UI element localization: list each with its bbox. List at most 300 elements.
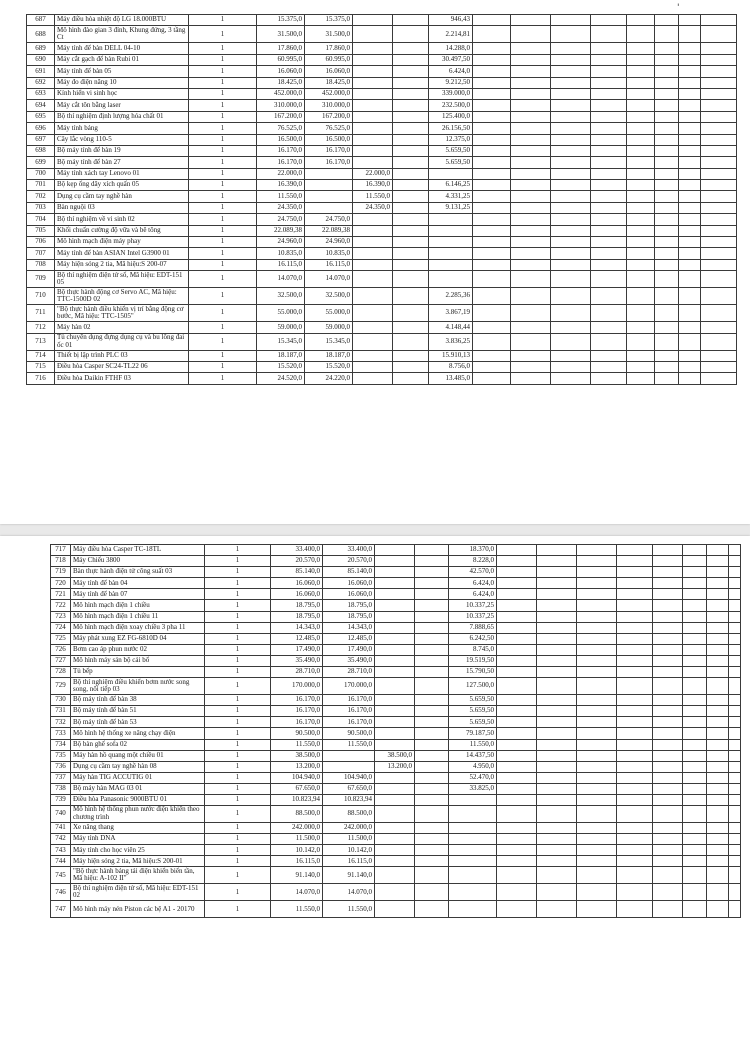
empty-cell	[511, 100, 551, 111]
extra-value	[393, 248, 429, 259]
extra-value	[415, 655, 449, 666]
remaining-value: 5.659,50	[449, 717, 497, 728]
row-number: 729	[51, 678, 71, 695]
empty-cell	[655, 259, 679, 270]
empty-cell	[473, 214, 511, 225]
asset-name: Bộ thí nghiệm về vi sinh 02	[55, 214, 189, 225]
empty-cell	[497, 806, 537, 823]
empty-cell	[577, 655, 617, 666]
extra-value	[415, 834, 449, 845]
empty-cell	[679, 15, 701, 26]
table-row	[27, 259, 737, 270]
empty-cell	[655, 100, 679, 111]
asset-value: 60.995,0	[305, 54, 353, 65]
row-number: 716	[27, 373, 55, 384]
row-number: 688	[27, 26, 55, 43]
asset-name: Bộ máy tính để bàn 19	[55, 145, 189, 156]
other-value	[375, 772, 415, 783]
empty-cell	[551, 77, 591, 88]
empty-cell	[729, 728, 741, 739]
original-cost: 28.710,0	[271, 667, 323, 678]
empty-cell	[473, 180, 511, 191]
other-value	[353, 259, 393, 270]
remaining-value	[429, 237, 473, 248]
empty-cell	[497, 728, 537, 739]
empty-cell	[729, 578, 741, 589]
row-number: 747	[51, 901, 71, 918]
table-row	[27, 15, 737, 26]
extra-value	[415, 556, 449, 567]
empty-cell	[729, 794, 741, 805]
asset-name: Mô hình mạch điện 1 chiều	[71, 600, 205, 611]
empty-cell	[577, 806, 617, 823]
empty-cell	[577, 589, 617, 600]
original-cost: 16.060,0	[257, 66, 305, 77]
empty-cell	[707, 611, 729, 622]
empty-cell	[617, 834, 653, 845]
empty-cell	[577, 834, 617, 845]
quantity: 1	[205, 578, 271, 589]
remaining-value: 14.437,50	[449, 750, 497, 761]
empty-cell	[707, 867, 729, 884]
quantity: 1	[205, 695, 271, 706]
remaining-value	[449, 794, 497, 805]
empty-cell	[551, 145, 591, 156]
asset-name: Máy tính để bàn ASIAN Intel G3900 01	[55, 248, 189, 259]
empty-cell	[497, 678, 537, 695]
quantity: 1	[189, 288, 257, 305]
empty-cell	[701, 157, 737, 168]
empty-cell	[617, 750, 653, 761]
empty-cell	[679, 305, 701, 322]
empty-cell	[683, 578, 707, 589]
empty-cell	[591, 214, 627, 225]
empty-cell	[627, 350, 655, 361]
empty-cell	[729, 678, 741, 695]
row-number: 696	[27, 123, 55, 134]
asset-value: 55.000,0	[305, 305, 353, 322]
empty-cell	[701, 123, 737, 134]
asset-name: Bộ thí nghiệm định lượng hóa chất 01	[55, 111, 189, 122]
empty-cell	[655, 123, 679, 134]
table-row	[27, 66, 737, 77]
empty-cell	[591, 111, 627, 122]
empty-cell	[701, 237, 737, 248]
empty-cell	[655, 15, 679, 26]
row-number: 712	[27, 322, 55, 333]
empty-cell	[617, 739, 653, 750]
empty-cell	[627, 202, 655, 213]
empty-cell	[683, 706, 707, 717]
empty-cell	[655, 145, 679, 156]
empty-cell	[683, 545, 707, 556]
empty-cell	[729, 884, 741, 901]
empty-cell	[627, 134, 655, 145]
row-number: 723	[51, 611, 71, 622]
empty-cell	[653, 783, 683, 794]
quantity: 1	[189, 271, 257, 288]
row-number: 695	[27, 111, 55, 122]
remaining-value: 4.950,0	[449, 761, 497, 772]
empty-cell	[497, 901, 537, 918]
table-row	[51, 806, 741, 823]
asset-name: "Bộ thực hành bảng tái điện khiển biến tần, Mã hiệu: A-102 II"	[71, 867, 205, 884]
remaining-value: 15.910,13	[429, 350, 473, 361]
asset-value: 15.520,0	[305, 361, 353, 372]
empty-cell	[591, 202, 627, 213]
extra-value	[415, 545, 449, 556]
extra-value	[415, 578, 449, 589]
row-number: 724	[51, 622, 71, 633]
quantity: 1	[189, 214, 257, 225]
table-row	[51, 901, 741, 918]
empty-cell	[617, 611, 653, 622]
empty-cell	[497, 761, 537, 772]
extra-value	[393, 361, 429, 372]
asset-name: Máy đo điện năng 10	[55, 77, 189, 88]
extra-value	[393, 66, 429, 77]
empty-cell	[707, 728, 729, 739]
asset-value: 16.115,0	[323, 856, 375, 867]
row-number: 697	[27, 134, 55, 145]
asset-name: Tủ bếp	[71, 667, 205, 678]
row-number: 704	[27, 214, 55, 225]
empty-cell	[653, 611, 683, 622]
empty-cell	[577, 856, 617, 867]
extra-value	[393, 26, 429, 43]
row-number: 708	[27, 259, 55, 270]
empty-cell	[653, 834, 683, 845]
empty-cell	[707, 589, 729, 600]
empty-cell	[729, 706, 741, 717]
quantity: 1	[189, 350, 257, 361]
asset-value	[305, 180, 353, 191]
asset-name: Kính hiển vi sinh học	[55, 88, 189, 99]
extra-value	[415, 867, 449, 884]
empty-cell	[707, 761, 729, 772]
empty-cell	[551, 15, 591, 26]
asset-value	[323, 761, 375, 772]
table-row	[51, 667, 741, 678]
table-row	[51, 633, 741, 644]
table-row	[51, 589, 741, 600]
row-number: 713	[27, 333, 55, 350]
empty-cell	[551, 271, 591, 288]
other-value	[375, 867, 415, 884]
empty-cell	[497, 834, 537, 845]
table-row	[27, 305, 737, 322]
empty-cell	[617, 600, 653, 611]
empty-cell	[577, 750, 617, 761]
empty-cell	[655, 361, 679, 372]
original-cost: 16.170,0	[271, 706, 323, 717]
original-cost: 11.500,0	[271, 834, 323, 845]
remaining-value: 8.228,0	[449, 556, 497, 567]
empty-cell	[627, 214, 655, 225]
row-number: 743	[51, 845, 71, 856]
empty-cell	[655, 88, 679, 99]
empty-cell	[617, 794, 653, 805]
extra-value	[415, 633, 449, 644]
original-cost: 60.995,0	[257, 54, 305, 65]
empty-cell	[537, 678, 577, 695]
empty-cell	[551, 26, 591, 43]
empty-cell	[511, 66, 551, 77]
quantity: 1	[189, 305, 257, 322]
empty-cell	[617, 545, 653, 556]
empty-cell	[653, 794, 683, 805]
asset-value: 16.170,0	[323, 717, 375, 728]
row-number: 710	[27, 288, 55, 305]
empty-cell	[701, 43, 737, 54]
empty-cell	[679, 202, 701, 213]
empty-cell	[679, 168, 701, 179]
empty-cell	[679, 373, 701, 384]
empty-cell	[537, 567, 577, 578]
row-number: 718	[51, 556, 71, 567]
quantity: 1	[205, 545, 271, 556]
empty-cell	[707, 667, 729, 678]
empty-cell	[653, 644, 683, 655]
empty-cell	[551, 361, 591, 372]
empty-cell	[627, 333, 655, 350]
empty-cell	[679, 157, 701, 168]
empty-cell	[577, 667, 617, 678]
empty-cell	[537, 823, 577, 834]
empty-cell	[537, 856, 577, 867]
empty-cell	[511, 248, 551, 259]
empty-cell	[537, 622, 577, 633]
empty-cell	[473, 322, 511, 333]
empty-cell	[729, 644, 741, 655]
empty-cell	[627, 259, 655, 270]
row-number: 690	[27, 54, 55, 65]
empty-cell	[627, 271, 655, 288]
original-cost: 33.400,0	[271, 545, 323, 556]
empty-cell	[591, 180, 627, 191]
empty-cell	[701, 191, 737, 202]
other-value	[375, 545, 415, 556]
empty-cell	[511, 180, 551, 191]
empty-cell	[653, 867, 683, 884]
empty-cell	[683, 901, 707, 918]
empty-cell	[729, 856, 741, 867]
other-value: 11.550,0	[353, 191, 393, 202]
empty-cell	[473, 333, 511, 350]
table-row	[27, 157, 737, 168]
empty-cell	[707, 901, 729, 918]
asset-name: Máy Chiếu 3800	[71, 556, 205, 567]
empty-cell	[655, 288, 679, 305]
original-cost: 24.960,0	[257, 237, 305, 248]
asset-value	[323, 750, 375, 761]
empty-cell	[701, 100, 737, 111]
empty-cell	[591, 361, 627, 372]
remaining-value: 5.659,50	[449, 706, 497, 717]
empty-cell	[497, 867, 537, 884]
row-number: 705	[27, 225, 55, 236]
extra-value	[393, 259, 429, 270]
empty-cell	[707, 622, 729, 633]
empty-cell	[655, 191, 679, 202]
empty-cell	[511, 123, 551, 134]
empty-cell	[577, 644, 617, 655]
extra-value	[393, 350, 429, 361]
empty-cell	[537, 901, 577, 918]
other-value: 16.390,0	[353, 180, 393, 191]
quantity: 1	[189, 322, 257, 333]
row-number: 689	[27, 43, 55, 54]
empty-cell	[537, 806, 577, 823]
other-value	[375, 567, 415, 578]
row-number: 741	[51, 823, 71, 834]
empty-cell	[683, 678, 707, 695]
original-cost: 17.490,0	[271, 644, 323, 655]
empty-cell	[701, 248, 737, 259]
asset-name: Máy hàn hồ quang một chiều 01	[71, 750, 205, 761]
extra-value	[393, 373, 429, 384]
empty-cell	[473, 43, 511, 54]
extra-value	[393, 202, 429, 213]
asset-value: 14.070,0	[305, 271, 353, 288]
empty-cell	[473, 259, 511, 270]
extra-value	[415, 717, 449, 728]
extra-value	[415, 706, 449, 717]
quantity: 1	[205, 717, 271, 728]
empty-cell	[655, 350, 679, 361]
asset-name: Điều hòa Panasonic 9000BTU 01	[71, 794, 205, 805]
asset-name: Bộ máy tính để bàn 51	[71, 706, 205, 717]
quantity: 1	[205, 783, 271, 794]
asset-value: 67.650,0	[323, 783, 375, 794]
asset-value: 16.060,0	[305, 66, 353, 77]
remaining-value: 6.424,0	[449, 578, 497, 589]
empty-cell	[683, 728, 707, 739]
table-row	[51, 794, 741, 805]
table-row	[27, 77, 737, 88]
original-cost: 16.390,0	[257, 180, 305, 191]
empty-cell	[679, 88, 701, 99]
empty-cell	[707, 706, 729, 717]
remaining-value: 946,43	[429, 15, 473, 26]
extra-value	[415, 739, 449, 750]
empty-cell	[591, 145, 627, 156]
empty-cell	[591, 123, 627, 134]
empty-cell	[655, 180, 679, 191]
empty-cell	[627, 43, 655, 54]
empty-cell	[701, 145, 737, 156]
quantity: 1	[189, 259, 257, 270]
quantity: 1	[189, 43, 257, 54]
other-value	[375, 667, 415, 678]
empty-cell	[511, 361, 551, 372]
empty-cell	[627, 168, 655, 179]
asset-name: Mô hình hệ thống phun nước điện khiển theo chương trình	[71, 806, 205, 823]
empty-cell	[551, 288, 591, 305]
original-cost: 170.000,0	[271, 678, 323, 695]
empty-cell	[707, 845, 729, 856]
asset-name: Mô hình đào gian 3 đỉnh, Khung đứng, 3 tầng Ct	[55, 26, 189, 43]
quantity: 1	[189, 373, 257, 384]
empty-cell	[617, 901, 653, 918]
empty-cell	[497, 695, 537, 706]
other-value	[375, 783, 415, 794]
empty-cell	[655, 43, 679, 54]
remaining-value: 3.836,25	[429, 333, 473, 350]
table-row	[51, 678, 741, 695]
empty-cell	[591, 237, 627, 248]
empty-cell	[679, 180, 701, 191]
empty-cell	[591, 271, 627, 288]
asset-value: 18.795,0	[323, 600, 375, 611]
other-value	[353, 123, 393, 134]
row-number: 687	[27, 15, 55, 26]
original-cost: 38.500,0	[271, 750, 323, 761]
empty-cell	[551, 88, 591, 99]
other-value	[353, 225, 393, 236]
quantity: 1	[205, 884, 271, 901]
asset-value: 18.425,0	[305, 77, 353, 88]
extra-value	[415, 856, 449, 867]
empty-cell	[577, 600, 617, 611]
empty-cell	[511, 134, 551, 145]
row-number: 715	[27, 361, 55, 372]
asset-name: Bộ thí nghiệm điện tử số, Mã hiệu: EDT-151 02	[71, 884, 205, 901]
extra-value	[415, 750, 449, 761]
other-value: 24.350,0	[353, 202, 393, 213]
other-value	[353, 134, 393, 145]
other-value	[353, 54, 393, 65]
empty-cell	[511, 54, 551, 65]
quantity: 1	[205, 706, 271, 717]
original-cost: 76.525,0	[257, 123, 305, 134]
remaining-value	[429, 259, 473, 270]
empty-cell	[679, 54, 701, 65]
empty-cell	[653, 845, 683, 856]
empty-cell	[707, 750, 729, 761]
empty-cell	[497, 589, 537, 600]
empty-cell	[473, 237, 511, 248]
original-cost: 31.500,0	[257, 26, 305, 43]
quantity: 1	[189, 66, 257, 77]
empty-cell	[683, 783, 707, 794]
original-cost: 242.000,0	[271, 823, 323, 834]
quantity: 1	[189, 191, 257, 202]
remaining-value: 9.212,50	[429, 77, 473, 88]
empty-cell	[473, 191, 511, 202]
other-value	[375, 600, 415, 611]
other-value	[353, 145, 393, 156]
asset-value: 104.940,0	[323, 772, 375, 783]
quantity: 1	[205, 901, 271, 918]
row-number: 745	[51, 867, 71, 884]
empty-cell	[679, 134, 701, 145]
empty-cell	[617, 867, 653, 884]
asset-value: 33.400,0	[323, 545, 375, 556]
row-number: 707	[27, 248, 55, 259]
extra-value	[393, 54, 429, 65]
original-cost: 32.500,0	[257, 288, 305, 305]
empty-cell	[551, 214, 591, 225]
original-cost: 16.060,0	[271, 578, 323, 589]
empty-cell	[655, 305, 679, 322]
empty-cell	[591, 333, 627, 350]
empty-cell	[627, 305, 655, 322]
row-number: 725	[51, 633, 71, 644]
empty-cell	[591, 248, 627, 259]
original-cost: 16.115,0	[271, 856, 323, 867]
asset-name: Dụng cụ cầm tay nghề hàn 08	[71, 761, 205, 772]
